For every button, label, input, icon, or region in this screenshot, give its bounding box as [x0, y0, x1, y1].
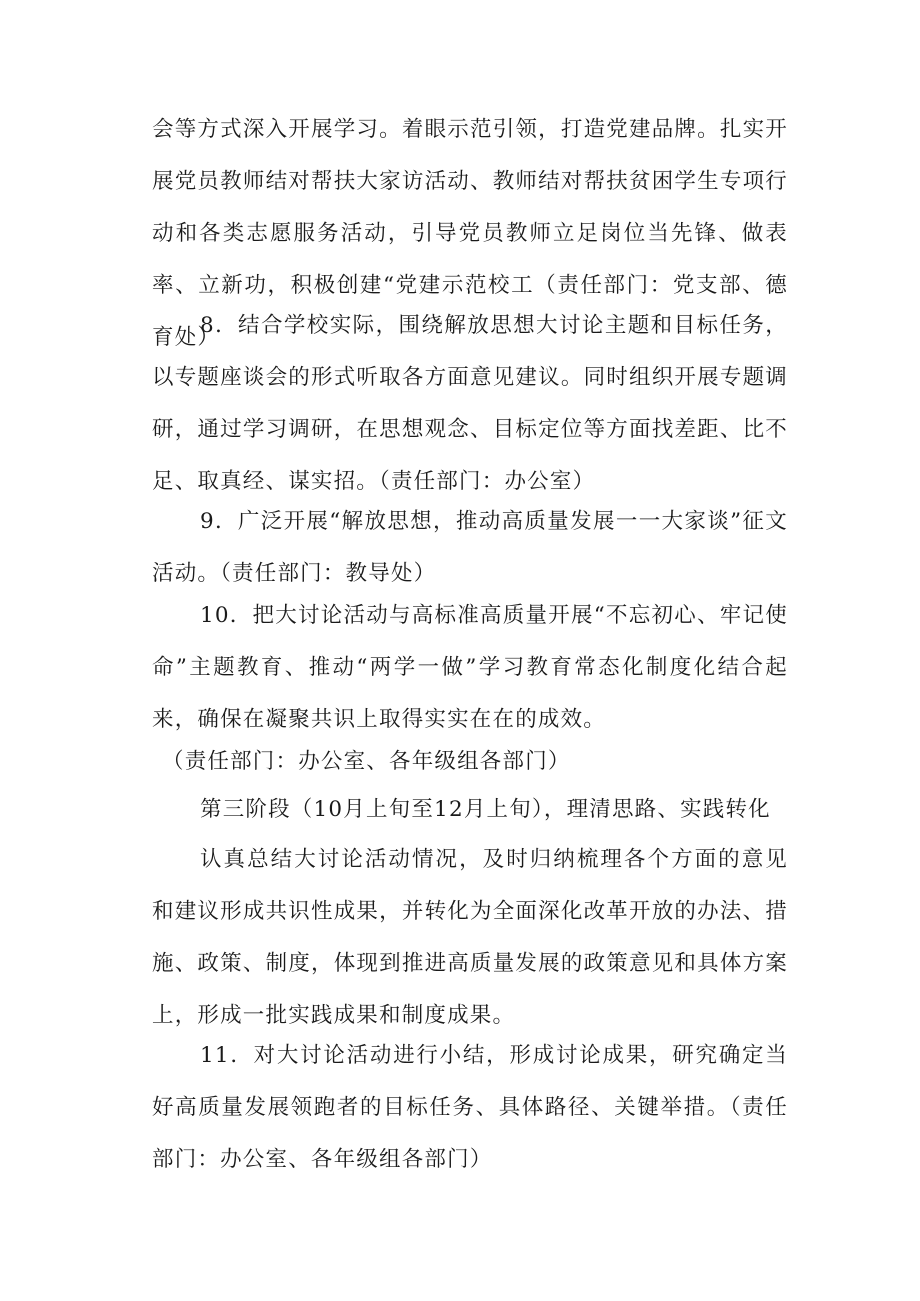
paragraph-item-8: 8．结合学校实际，围绕解放思想大讨论主题和目标任务，以专题座谈会的形式听取各方面意见建议。同时组织开展专题调研，通过学习调研，在思想观念、目标定位等方面找差距、比不足、取真经、谋实招。（责任部门：办公室）	[152, 313, 788, 494]
paragraph-item-10-responsible: （责任部门：办公室、各年级组各部门）	[162, 749, 571, 774]
paragraph-stage-three-summary: 认真总结大讨论活动情况，及时归纳梳理各个方面的意见和建议形成共识性成果，并转化为全面深化改革开放的办法、措施、政策、制度，体现到推进高质量发展的政策意见和具体方案上，形成一批实践成果和制度成果。	[152, 847, 788, 1028]
paragraph-item-11: 11．对大讨论活动进行小结，形成讨论成果，研究确定当好高质量发展领跑者的目标任务、具体路径、关键举措。（责任部门：办公室、各年级组各部门）	[152, 1043, 788, 1172]
stage-three-heading: 第三阶段（10月上旬至12月上旬），理清思路、实践转化	[200, 797, 771, 822]
paragraph-party-building: 会等方式深入开展学习。着眼示范引领，打造党建品牌。扎实开展党员教师结对帮扶大家访活动、教师结对帮扶贫困学生专项行动和各类志愿服务活动，引导党员教师立足岗位当先锋、做表率、立新功，积极创建“党建示范校工（责任部门：党支部、德育处）	[152, 117, 788, 350]
paragraph-item-9: 9．广泛开展“解放思想，推动高质量发展一一大家谈”征文活动。（责任部门：教导处）	[152, 509, 788, 586]
paragraph-item-10: 10．把大讨论活动与高标准高质量开展“不忘初心、牢记使命”主题教育、推动“两学一做”学习教育常态化制度化结合起来，确保在凝聚共识上取得实实在在的成效。	[152, 603, 788, 732]
